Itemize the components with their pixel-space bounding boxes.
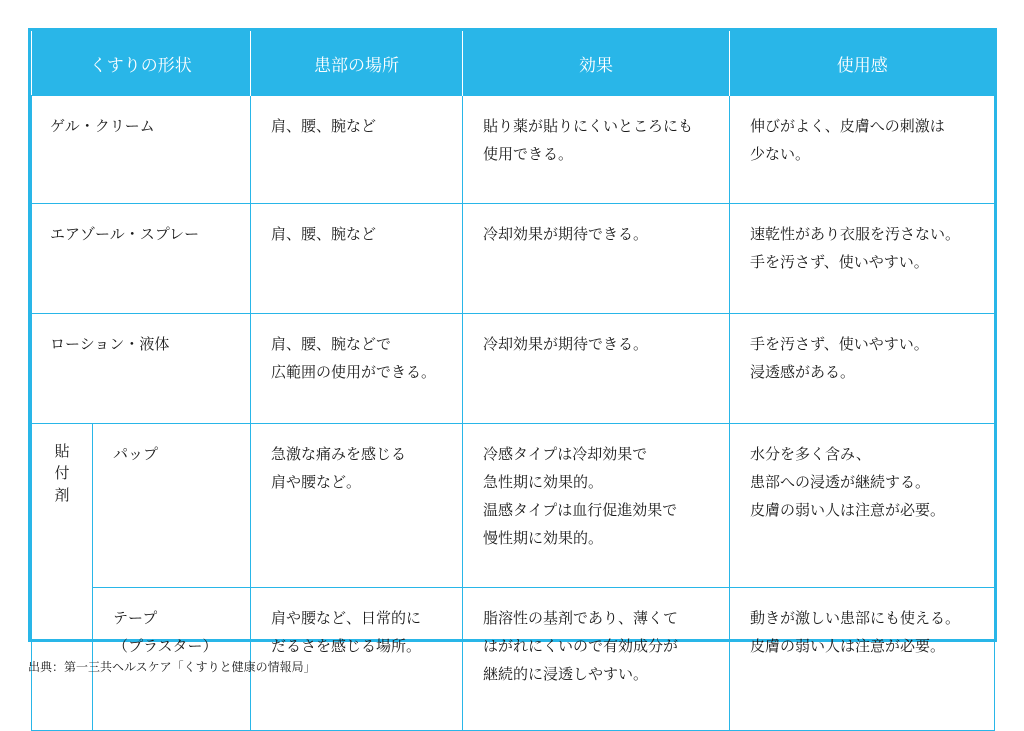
cell-effect: 冷却効果が期待できる。 xyxy=(463,314,730,424)
cell-shape: ローション・液体 xyxy=(32,314,251,424)
medicine-form-table xyxy=(31,31,995,731)
table-header-row xyxy=(32,31,995,96)
cell-shape: テープ （プラスター） xyxy=(93,588,251,731)
cell-effect: 貼り薬が貼りにくいところにも 使用できる。 xyxy=(463,96,730,204)
cell-shape: パップ xyxy=(93,424,251,588)
cell-effect: 脂溶性の基剤であり、薄くて はがれにくいので有効成分が 継続的に浸透しやすい。 xyxy=(463,588,730,731)
cell-location: 肩や腰など、日常的に だるさを感じる場所。 xyxy=(251,588,463,731)
patch-group-label: 貼付剤 xyxy=(54,442,70,504)
cell-effect: 冷却効果が期待できる。 xyxy=(463,204,730,314)
table-row xyxy=(32,424,995,588)
cell-shape: エアゾール・スプレー xyxy=(32,204,251,314)
cell-feel: 動きが激しい患部にも使える。 皮膚の弱い人は注意が必要。 xyxy=(730,588,995,731)
header-effect: 効果 xyxy=(463,31,730,96)
header-location: 患部の場所 xyxy=(251,31,463,96)
cell-shape: ゲル・クリーム xyxy=(32,96,251,204)
table-row xyxy=(32,96,995,204)
cell-location: 肩、腰、腕などで 広範囲の使用ができる。 xyxy=(251,314,463,424)
cell-patch-group-label xyxy=(32,424,93,731)
cell-feel: 伸びがよく、皮膚への刺激は 少ない。 xyxy=(730,96,995,204)
header-feel: 使用感 xyxy=(730,31,995,96)
cell-feel: 速乾性があり衣服を汚さない。 手を汚さず、使いやすい。 xyxy=(730,204,995,314)
table-row xyxy=(32,314,995,424)
cell-location: 急激な痛みを感じる 肩や腰など。 xyxy=(251,424,463,588)
cell-location: 肩、腰、腕など xyxy=(251,96,463,204)
cell-feel: 水分を多く含み、 患部への浸透が継続する。 皮膚の弱い人は注意が必要。 xyxy=(730,424,995,588)
header-shape: くすりの形状 xyxy=(32,31,251,96)
cell-feel: 手を汚さず、使いやすい。 浸透感がある。 xyxy=(730,314,995,424)
table-row xyxy=(32,204,995,314)
cell-effect: 冷感タイプは冷却効果で 急性期に効果的。 温感タイプは血行促進効果で 慢性期に効果的。 xyxy=(463,424,730,588)
source-citation: 出典：第一三共ヘルスケア「くすりと健康の情報局」 xyxy=(28,660,316,674)
cell-location: 肩、腰、腕など xyxy=(251,204,463,314)
